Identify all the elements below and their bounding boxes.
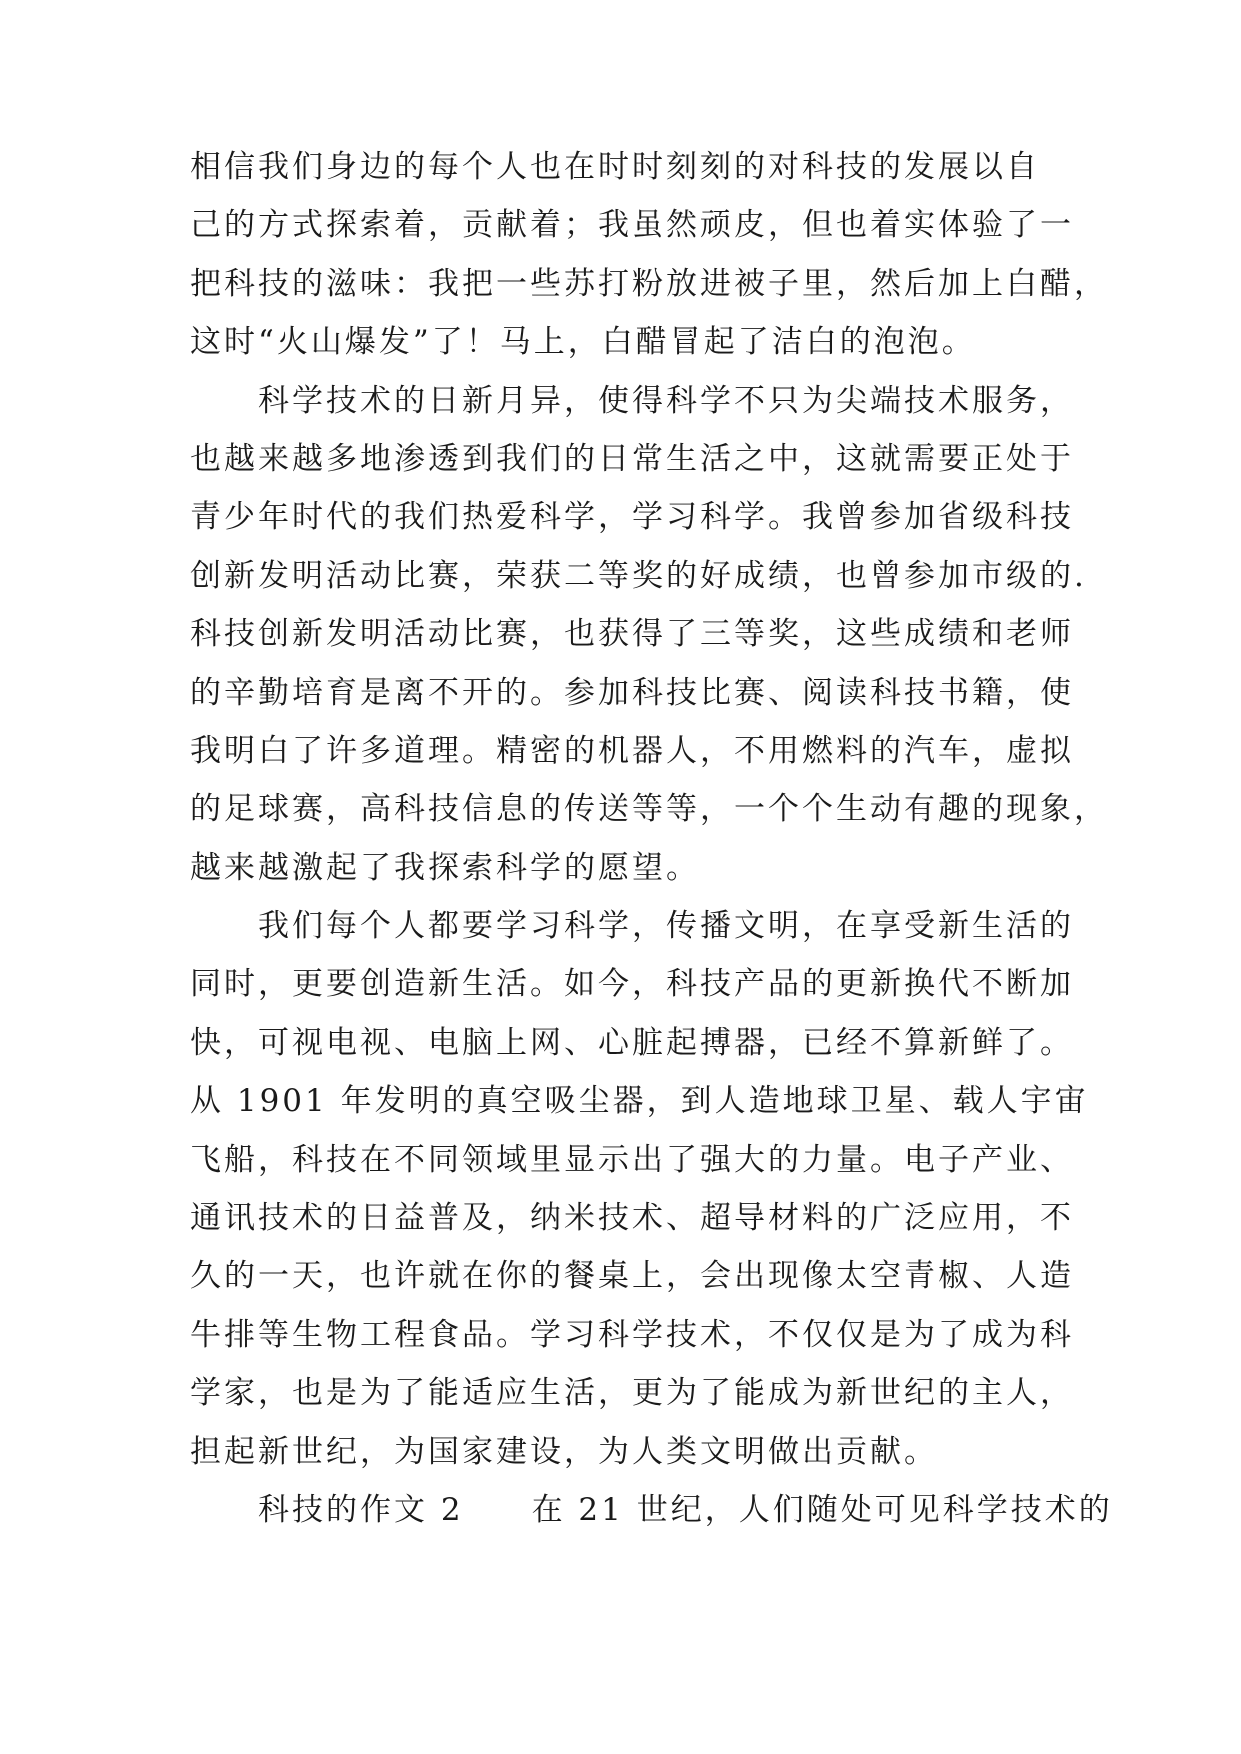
- text-line: 牛排等生物工程食品。学习科学技术，不仅仅是为了成为科: [190, 1316, 1074, 1353]
- text-line: 通讯技术的日益普及，纳米技术、超导材料的广泛应用，不: [190, 1200, 1074, 1237]
- text-line: 飞船，科技在不同领域里显示出了强大的力量。电子产业、: [190, 1141, 1074, 1178]
- text-line: 我明白了许多道理。精密的机器人，不用燃料的汽车，虚拟: [190, 732, 1074, 769]
- text-line: 青少年时代的我们热爱科学，学习科学。我曾参加省级科技: [190, 499, 1074, 536]
- text-line: 也越来越多地渗透到我们的日常生活之中，这就需要正处于: [190, 440, 1074, 477]
- text-line: 己的方式探索着，贡献着；我虽然顽皮，但也着实体验了一: [190, 207, 1074, 244]
- text-line: 的足球赛，高科技信息的传送等等，一个个生动有趣的现象，: [190, 791, 1108, 828]
- essay-text: [190, 138, 1113, 1539]
- text-line: 越来越激起了我探索科学的愿望。: [190, 849, 700, 886]
- text-line: 学家，也是为了能适应生活，更为了能成为新世纪的主人，: [190, 1375, 1074, 1412]
- text-line: 我们每个人都要学习科学，传播文明，在享受新生活的: [190, 908, 1074, 945]
- text-line: 从 1901 年发明的真空吸尘器，到人造地球卫星、载人宇宙: [190, 1083, 1089, 1120]
- text-line: 同时，更要创造新生活。如今，科技产品的更新换代不断加: [190, 966, 1074, 1003]
- text-line: 久的一天，也许就在你的餐桌上，会出现像太空青椒、人造: [190, 1258, 1074, 1295]
- text-line: 相信我们身边的每个人也在时时刻刻的对科技的发展以自: [190, 149, 1040, 185]
- text-line: 担起新世纪，为国家建设，为人类文明做出贡献。: [190, 1433, 938, 1470]
- text-line: 这时“火山爆发”了！马上，白醋冒起了洁白的泡泡。: [190, 324, 976, 361]
- text-line: 创新发明活动比赛，荣获二等奖的好成绩，也曾参加市级的.: [190, 557, 1087, 594]
- text-line: 的辛勤培育是离不开的。参加科技比赛、阅读科技书籍，使: [190, 674, 1074, 711]
- text-line: 快，可视电视、电脑上网、心脏起搏器，已经不算新鲜了。: [190, 1024, 1074, 1061]
- text-line: 科技的作文 2 在 21 世纪，人们随处可见科学技术的: [190, 1491, 1113, 1528]
- text-line: 科技创新发明活动比赛，也获得了三等奖，这些成绩和老师: [190, 616, 1074, 653]
- text-line: 科学技术的日新月异，使得科学不只为尖端技术服务，: [190, 382, 1074, 419]
- text-line: 把科技的滋味：我把一些苏打粉放进被子里，然后加上白醋，: [190, 265, 1108, 302]
